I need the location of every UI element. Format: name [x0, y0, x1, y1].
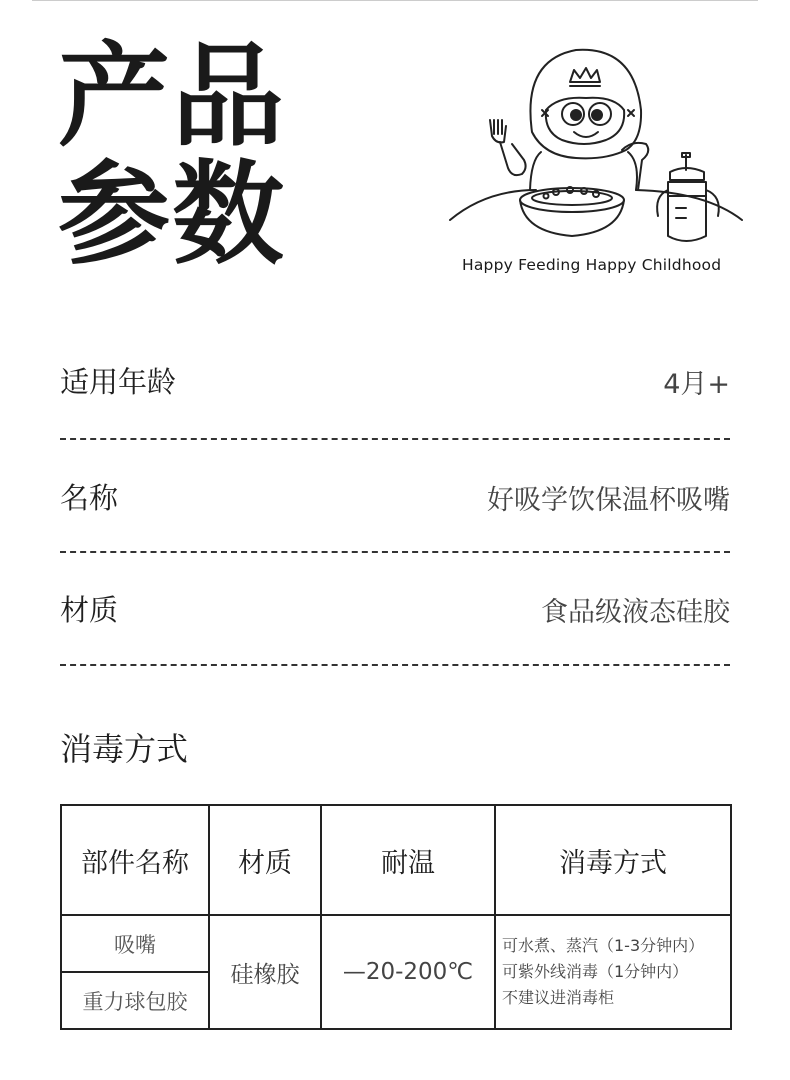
top-divider [32, 0, 758, 1]
header-temperature: 耐温 [321, 805, 495, 915]
param-label: 适用年龄 [60, 365, 177, 399]
header-part-name: 部件名称 [61, 805, 209, 915]
param-row-age [60, 360, 730, 400]
table-header-row [61, 805, 731, 915]
method-cell [495, 915, 731, 1029]
param-value: 好吸学饮保温杯吸嘴 [487, 485, 730, 516]
section-title-disinfection: 消毒方式 [60, 730, 189, 768]
dashed-divider [60, 438, 730, 440]
param-value: 食品级液态硅胶 [541, 597, 730, 628]
dashed-divider [60, 664, 730, 666]
method-line: 不建议进消毒柜 [502, 988, 615, 1007]
title-line-2: 参数 [58, 150, 286, 280]
param-label: 名称 [60, 481, 119, 515]
mascot-illustration [446, 40, 746, 255]
part-name-cell: 吸嘴 [61, 915, 209, 972]
dashed-divider [60, 551, 730, 553]
temperature-cell: —20-200℃ [321, 915, 495, 1029]
param-label: 材质 [60, 593, 119, 627]
param-row-name [60, 476, 730, 516]
disinfection-table [60, 804, 732, 1030]
method-line: 可水煮、蒸汽（1-3分钟内） [502, 936, 705, 955]
title-line-1: 产品 [58, 32, 286, 162]
method-line: 可紫外线消毒（1分钟内） [502, 962, 689, 981]
table-row [61, 915, 731, 972]
header-material: 材质 [209, 805, 321, 915]
material-cell: 硅橡胶 [209, 915, 321, 1029]
tagline: Happy Feeding Happy Childhood [462, 256, 722, 274]
part-name-cell: 重力球包胶 [61, 972, 209, 1029]
param-value: 4月+ [663, 369, 730, 400]
header-method: 消毒方式 [495, 805, 731, 915]
page-title [58, 32, 286, 280]
param-row-material [60, 588, 730, 628]
